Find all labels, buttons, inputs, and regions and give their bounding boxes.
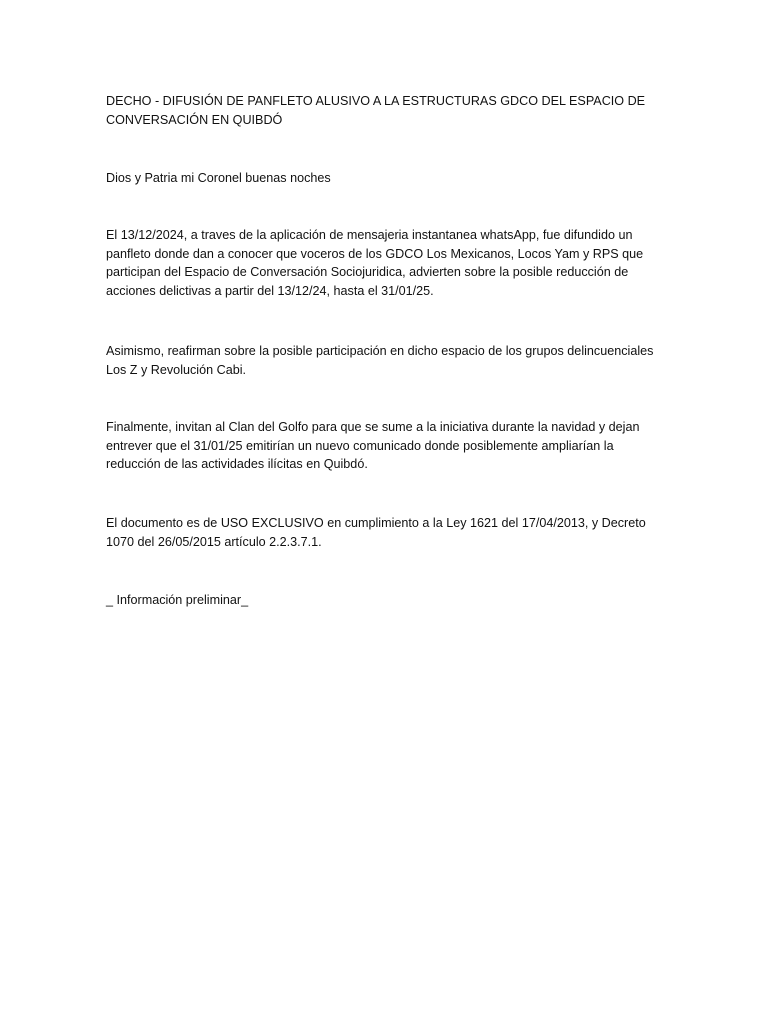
greeting-line: Dios y Patria mi Coronel buenas noches bbox=[106, 171, 331, 185]
document-title: DECHO - DIFUSIÓN DE PANFLETO ALUSIVO A LA ESTRUCTURAS GDCO DEL ESPACIO DE CONVERSACIÓN EN QUIBDÓ bbox=[106, 94, 646, 127]
paragraph-invitation: Finalmente, invitan al Clan del Golfo para que se sume a la iniciativa durante la navidad y dejan entrever que el 31/01/25 emitirían un nuevo comunicado donde posiblemente ampliarían la reducción de las actividades ilícitas en Quibdó. bbox=[106, 420, 640, 471]
paragraph-legal-notice: El documento es de USO EXCLUSIVO en cumplimiento a la Ley 1621 del 17/04/2013, y Decreto 1070 del 26/05/2015 artículo 2.2.3.7.1. bbox=[106, 516, 646, 549]
preliminary-info-note: _ Información preliminar_ bbox=[106, 593, 249, 607]
paragraph-participation: Asimismo, reafirman sobre la posible participación en dicho espacio de los grupos delincuenciales Los Z y Revolución Cabi. bbox=[106, 344, 654, 377]
paragraph-pamphlet-report: El 13/12/2024, a traves de la aplicación de mensajeria instantanea whatsApp, fue difundido un panfleto donde dan a conocer que voceros de los GDCO Los Mexicanos, Locos Yam y RPS que participan del Espacio de Conversación Sociojuridica, advierten sobre la posible reducción de acciones delictivas a partir del 13/12/24, hasta el 31/01/25. bbox=[106, 228, 644, 298]
